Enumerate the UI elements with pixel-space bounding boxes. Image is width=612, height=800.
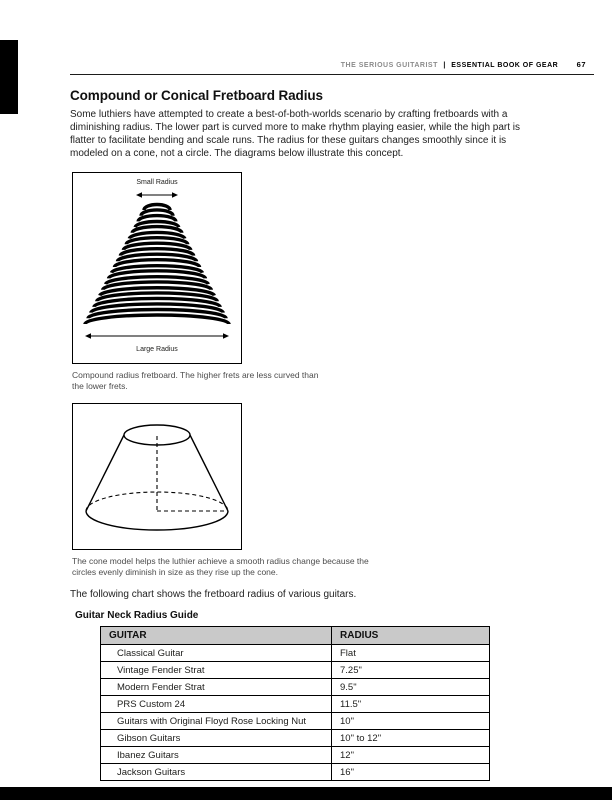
radius-table-body: [101, 645, 490, 781]
cone-model-box: [72, 403, 242, 550]
table-header-row: [101, 627, 490, 645]
table-row: [101, 764, 490, 781]
radius-column-header: RADIUS: [332, 627, 490, 645]
guitar-column-header: GUITAR: [101, 627, 332, 645]
fretboard-diagram-box: [72, 172, 242, 364]
table-row: [101, 696, 490, 713]
guitar-cell: Vintage Fender Strat: [101, 662, 332, 679]
radius-cell: 10": [332, 713, 490, 730]
table-row: [101, 645, 490, 662]
large-radius-label: Large Radius: [136, 346, 178, 353]
running-header: [70, 60, 586, 69]
guitar-cell: Jackson Guitars: [101, 764, 332, 781]
radius-cell: 7.25": [332, 662, 490, 679]
radius-cell: Flat: [332, 645, 490, 662]
cone-right-side: [190, 435, 228, 511]
guitar-cell: Ibanez Guitars: [101, 747, 332, 764]
guitar-cell: Guitars with Original Floyd Rose Locking Nut: [101, 713, 332, 730]
page-edge-tab: [0, 40, 18, 114]
guitar-cell: Modern Fender Strat: [101, 679, 332, 696]
cone-base-front-arc: [86, 511, 228, 530]
book-title: THE SERIOUS GUITARIST: [340, 62, 438, 69]
table-row: [101, 713, 490, 730]
radius-cell: 9.5": [332, 679, 490, 696]
guitar-cell: PRS Custom 24: [101, 696, 332, 713]
radius-cell: 16": [332, 764, 490, 781]
radius-table: [100, 626, 490, 781]
cone-top-ellipse: [124, 425, 190, 445]
cone-model-caption: The cone model helps the luthier achieve a smooth radius change because the circles evenly diminish in size as they rise up the cone.: [72, 556, 369, 577]
small-radius-arrow: [136, 192, 178, 197]
cone-model-figure: [70, 403, 552, 577]
table-row: [101, 679, 490, 696]
page-content: [70, 88, 552, 781]
table-row: [101, 730, 490, 747]
fretboard-figure: [70, 172, 552, 391]
page-footer-bar: [0, 787, 612, 800]
chart-intro-text: The following chart shows the fretboard radius of various guitars.: [70, 589, 357, 600]
book-subtitle: ESSENTIAL BOOK OF GEAR: [451, 62, 559, 69]
table-title: Guitar Neck Radius Guide: [75, 610, 199, 621]
fretboard-caption: Compound radius fretboard. The higher frets are less curved than the lower frets.: [72, 370, 319, 391]
table-row: [101, 662, 490, 679]
section-title: Compound or Conical Fretboard Radius: [70, 88, 323, 103]
small-radius-label: Small Radius: [136, 179, 178, 186]
table-row: [101, 747, 490, 764]
fret-arc-stack: [85, 205, 229, 325]
intro-paragraph: Some luthiers have attempted to create a best-of-both-worlds scenario by crafting fretboards with a diminishing radius. The lower part is curved more to make rhythm playing easier, while the high part is flatter to facilitate bending and scale runs. The radius for these guitars changes smoothly since it is modeled on a cone, not a circle. The diagrams below illustrate this concept.: [70, 109, 521, 159]
fretboard-cone-diagram: [72, 187, 242, 345]
page-number: 67: [576, 60, 586, 69]
fret-arc: [85, 315, 229, 324]
large-radius-arrow: [85, 333, 229, 338]
radius-cell: 11.5": [332, 696, 490, 713]
cone-left-side: [86, 435, 124, 511]
cone-model-diagram: [72, 407, 242, 547]
header-rule: [70, 74, 594, 75]
guitar-cell: Classical Guitar: [101, 645, 332, 662]
radius-cell: 12": [332, 747, 490, 764]
header-separator: |: [443, 62, 446, 69]
radius-cell: 10" to 12": [332, 730, 490, 747]
guitar-cell: Gibson Guitars: [101, 730, 332, 747]
